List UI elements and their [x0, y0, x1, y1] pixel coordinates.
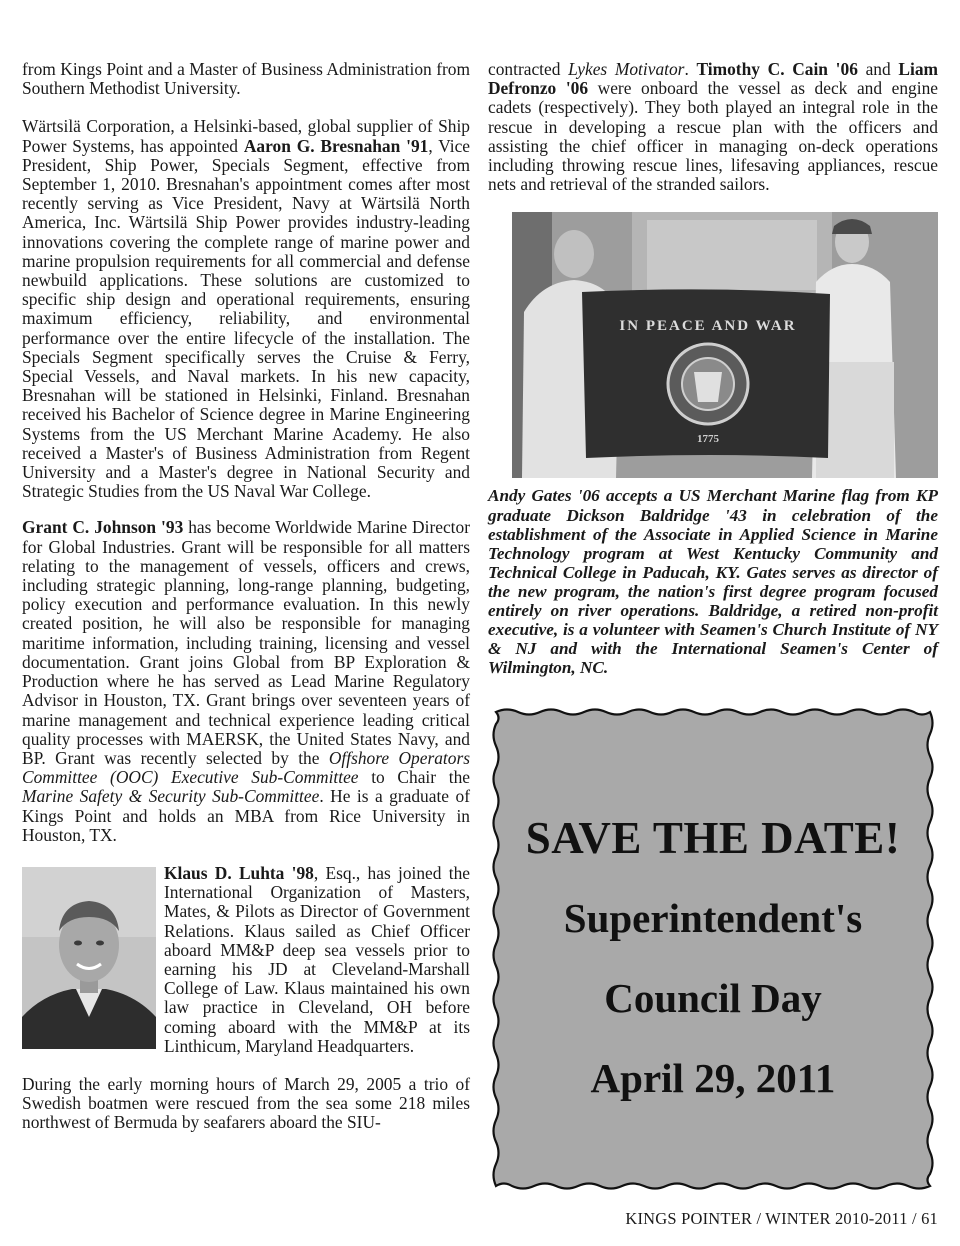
save-the-date-text	[488, 704, 938, 1194]
event-name-line2: Council Day	[604, 975, 822, 1021]
article-paragraph-luhta: Klaus D. Luhta '98, Esq., has joined the International Organization of Masters, Mates, & Pilots as Director of Government Relations. Klaus sailed as Chief Officer aboard MM&P deep sea vessels prior to earning his JD at Cleveland-Marshall College of Law. Klaus maintained his own law practice in Cleveland, OH before coming aboard with the MM&P at its Linthicum, Maryland Headquarters.	[22, 864, 470, 1056]
headshot-photo	[22, 867, 156, 1049]
event-date: April 29, 2011	[590, 1055, 836, 1101]
left-column	[22, 60, 470, 1133]
page-footer: KINGS POINTER / WINTER 2010-2011 / 61	[625, 1209, 938, 1228]
save-the-date-heading: SAVE THE DATE!	[525, 813, 901, 863]
portrait-image	[22, 867, 156, 1049]
article-paragraph-bresnahan: Wärtsilä Corporation, a Helsinki-based, global supplier of Ship Power Systems, has appointed Aaron G. Bresnahan '91, Vice President, Ship Power, Specials Segment, effective from September 1, 2010. Bresnahan's appointment comes after most recently serving as Vice President, Navy at Wärtsilä North America, Inc. Wärtsilä Ship Power provides industry-leading innovations covering the complete range of marine power and marine propulsion requirements for all commercial and defense newbuild applications. These solutions are customized to specific ship design and operational requirements, ensuring maximum efficiency, reliability, and environmental performance over the entire lifecycle of the installation. The Specials Segment specifically serves the Cruise & Ferry, Special Vessels, and Naval markets. In his new capacity, Bresnahan will be stationed in Helsinki, Finland. Bresnahan received his Bachelor of Science degree in Marine Engineering Systems from the US Merchant Marine Academy. He also received a Master's of Business Administration from Regent University and a Master's degree in National Security and Strategic Studies from the US Naval War College.	[22, 116, 471, 502]
person-name-cain: Timothy C. Cain '06	[696, 59, 858, 79]
event-name-line1: Superintendent's	[563, 895, 863, 941]
flag-motto-text: IN PEACE AND WAR	[619, 318, 797, 335]
vessel-name: Lykes Motivator	[568, 59, 685, 79]
person-name-luhta: Klaus D. Luhta '98	[164, 862, 314, 883]
person-name-defronzo: Liam Defronzo '06	[488, 59, 939, 99]
person-name-johnson: Grant C. Johnson '93	[22, 517, 184, 538]
photo-caption: Andy Gates '06 accepts a US Merchant Marine flag from KP graduate Dickson Baldridge '43 in celebration of the establishment of the Associate in Applied Science in Marine Technology program at West Kentucky Community and Technical College in Paducah, KY. Gates serves as director of the new program, the nation's first degree program focused entirely on river operations. Baldridge, a retired non-profit executive, is a volunteer with Seamen's Church Institute of NY & NJ and with the International Seamen's Center of Wilmington, NC.	[488, 486, 938, 678]
save-the-date-box	[488, 704, 938, 1194]
flag-photo-image	[512, 212, 938, 478]
article-paragraph-rescue-continued: contracted Lykes Motivator. Timothy C. Cain '06 and Liam Defronzo '06 were onboard the vessel as deck and engine cadets (respectively). They both played an integral role in the rescue in developing a rescue plan with the officers and assisting the chief officer in managing on-deck operations including throwing rescue lines, lifesaving appliances, rescue nets and retrieval of the stranded sailors.	[488, 59, 939, 195]
article-paragraph-johnson: Grant C. Johnson '93 has become Worldwide Marine Director for Global Industries. Grant will be responsible for all matters relating to the management of vessels, officers and crews, including strategic planning, long-range planning, budgeting, policy execution and performance evaluation. In this newly created position, he will also be responsible for managing maritime information, including training, licensing and vessel documentation. Grant joins Global from BP Exploration & Production where he has served as Lead Marine Regulatory Advisor in Houston, TX. Grant brings over seventeen years of marine management and technical experience leading critical quality processes with MAERSK, the United States Navy, and BP. Grant was recently selected by the Offshore Operators Committee (OOC) Executive Sub-Committee to Chair the Marine Safety & Security Sub-Committee. He is a graduate of Kings Point and holds an MBA from Rice University in Houston, TX.	[22, 517, 470, 845]
flag-year-text: 1775	[697, 433, 719, 446]
person-name-bresnahan: Aaron G. Bresnahan '91	[243, 135, 429, 156]
right-column	[488, 60, 938, 677]
flag-presentation-photo	[512, 212, 938, 478]
article-paragraph-rescue: During the early morning hours of March 29, 2005 a trio of Swedish boatmen were rescued from the sea some 218 miles northwest of Bermuda by seafarers aboard the SIU-	[22, 1073, 470, 1133]
article-paragraph-mba: from Kings Point and a Master of Business Administration from Southern Methodist University.	[22, 59, 470, 99]
